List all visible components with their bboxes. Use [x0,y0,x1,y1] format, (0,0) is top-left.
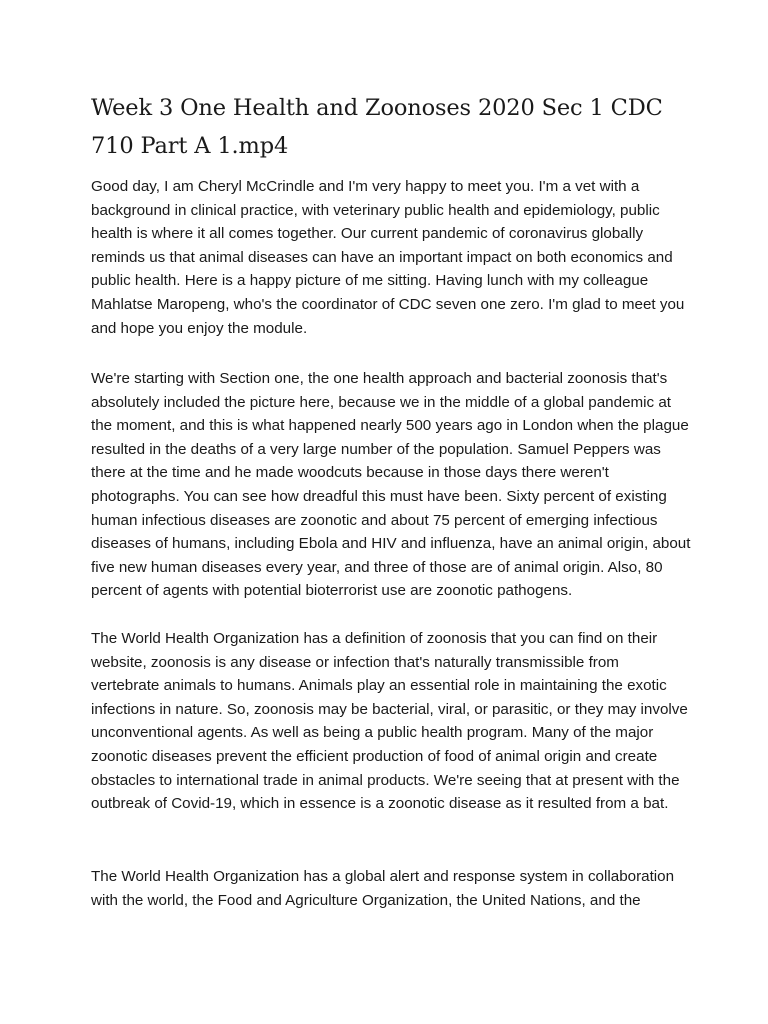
paragraph-global-alert: The World Health Organization has a global alert and response system in collaboration with the world, the Food and Agriculture Organization, the United Nations, and the [91,868,675,909]
paragraph-section-one: We're starting with Section one, the one health approach and bacterial zoonosis that's absolutely included the picture here, because we in the middle of a global pandemic at the moment, and this is what happened nearly 500 years ago in London when the plague resulted in the deaths of a very large number of the population. Samuel Peppers was there at the time and he made woodcuts because in those days there weren't photographs. You can see how dreadful this must have been. Sixty percent of existing human infectious diseases are zoonotic and about 75 percent of emerging infectious diseases of humans, including Ebola and HIV and influenza, have an animal origin, about five new human diseases every year, and three of those are of animal origin. Also, 80 percent of agents with potential bioterrorist use are zoonotic pathogens. [91,370,691,600]
document-title: Week 3 One Health and Zoonoses 2020 Sec 1 CDC 710 Part A 1.mp4 [91,95,663,159]
paragraph-introduction: Good day, I am Cheryl McCrindle and I'm very happy to meet you. I'm a vet with a background in clinical practice, with veterinary public health and epidemiology, public health is where it all comes together. Our current pandemic of coronavirus globally reminds us that animal diseases can have an important impact on both economics and public health. Here is a happy picture of me sitting. Having lunch with my colleague Mahlatse Maropeng, who's the coordinator of CDC seven one zero. I'm glad to meet you and hope you enjoy the module. [91,178,685,337]
paragraph-who-definition: The World Health Organization has a definition of zoonosis that you can find on their website, zoonosis is any disease or infection that's naturally transmissible from vertebrate animals to humans. Animals play an essential role in maintaining the exotic infections in nature. So, zoonosis may be bacterial, viral, or parasitic, or they may involve unconventional agents. As well as being a public health program. Many of the major zoonotic diseases prevent the efficient production of food of animal origin and create obstacles to international trade in animal products. We're seeing that at present with the outbreak of Covid-19, which in essence is a zoonotic disease as it resulted from a bat. [91,630,688,813]
